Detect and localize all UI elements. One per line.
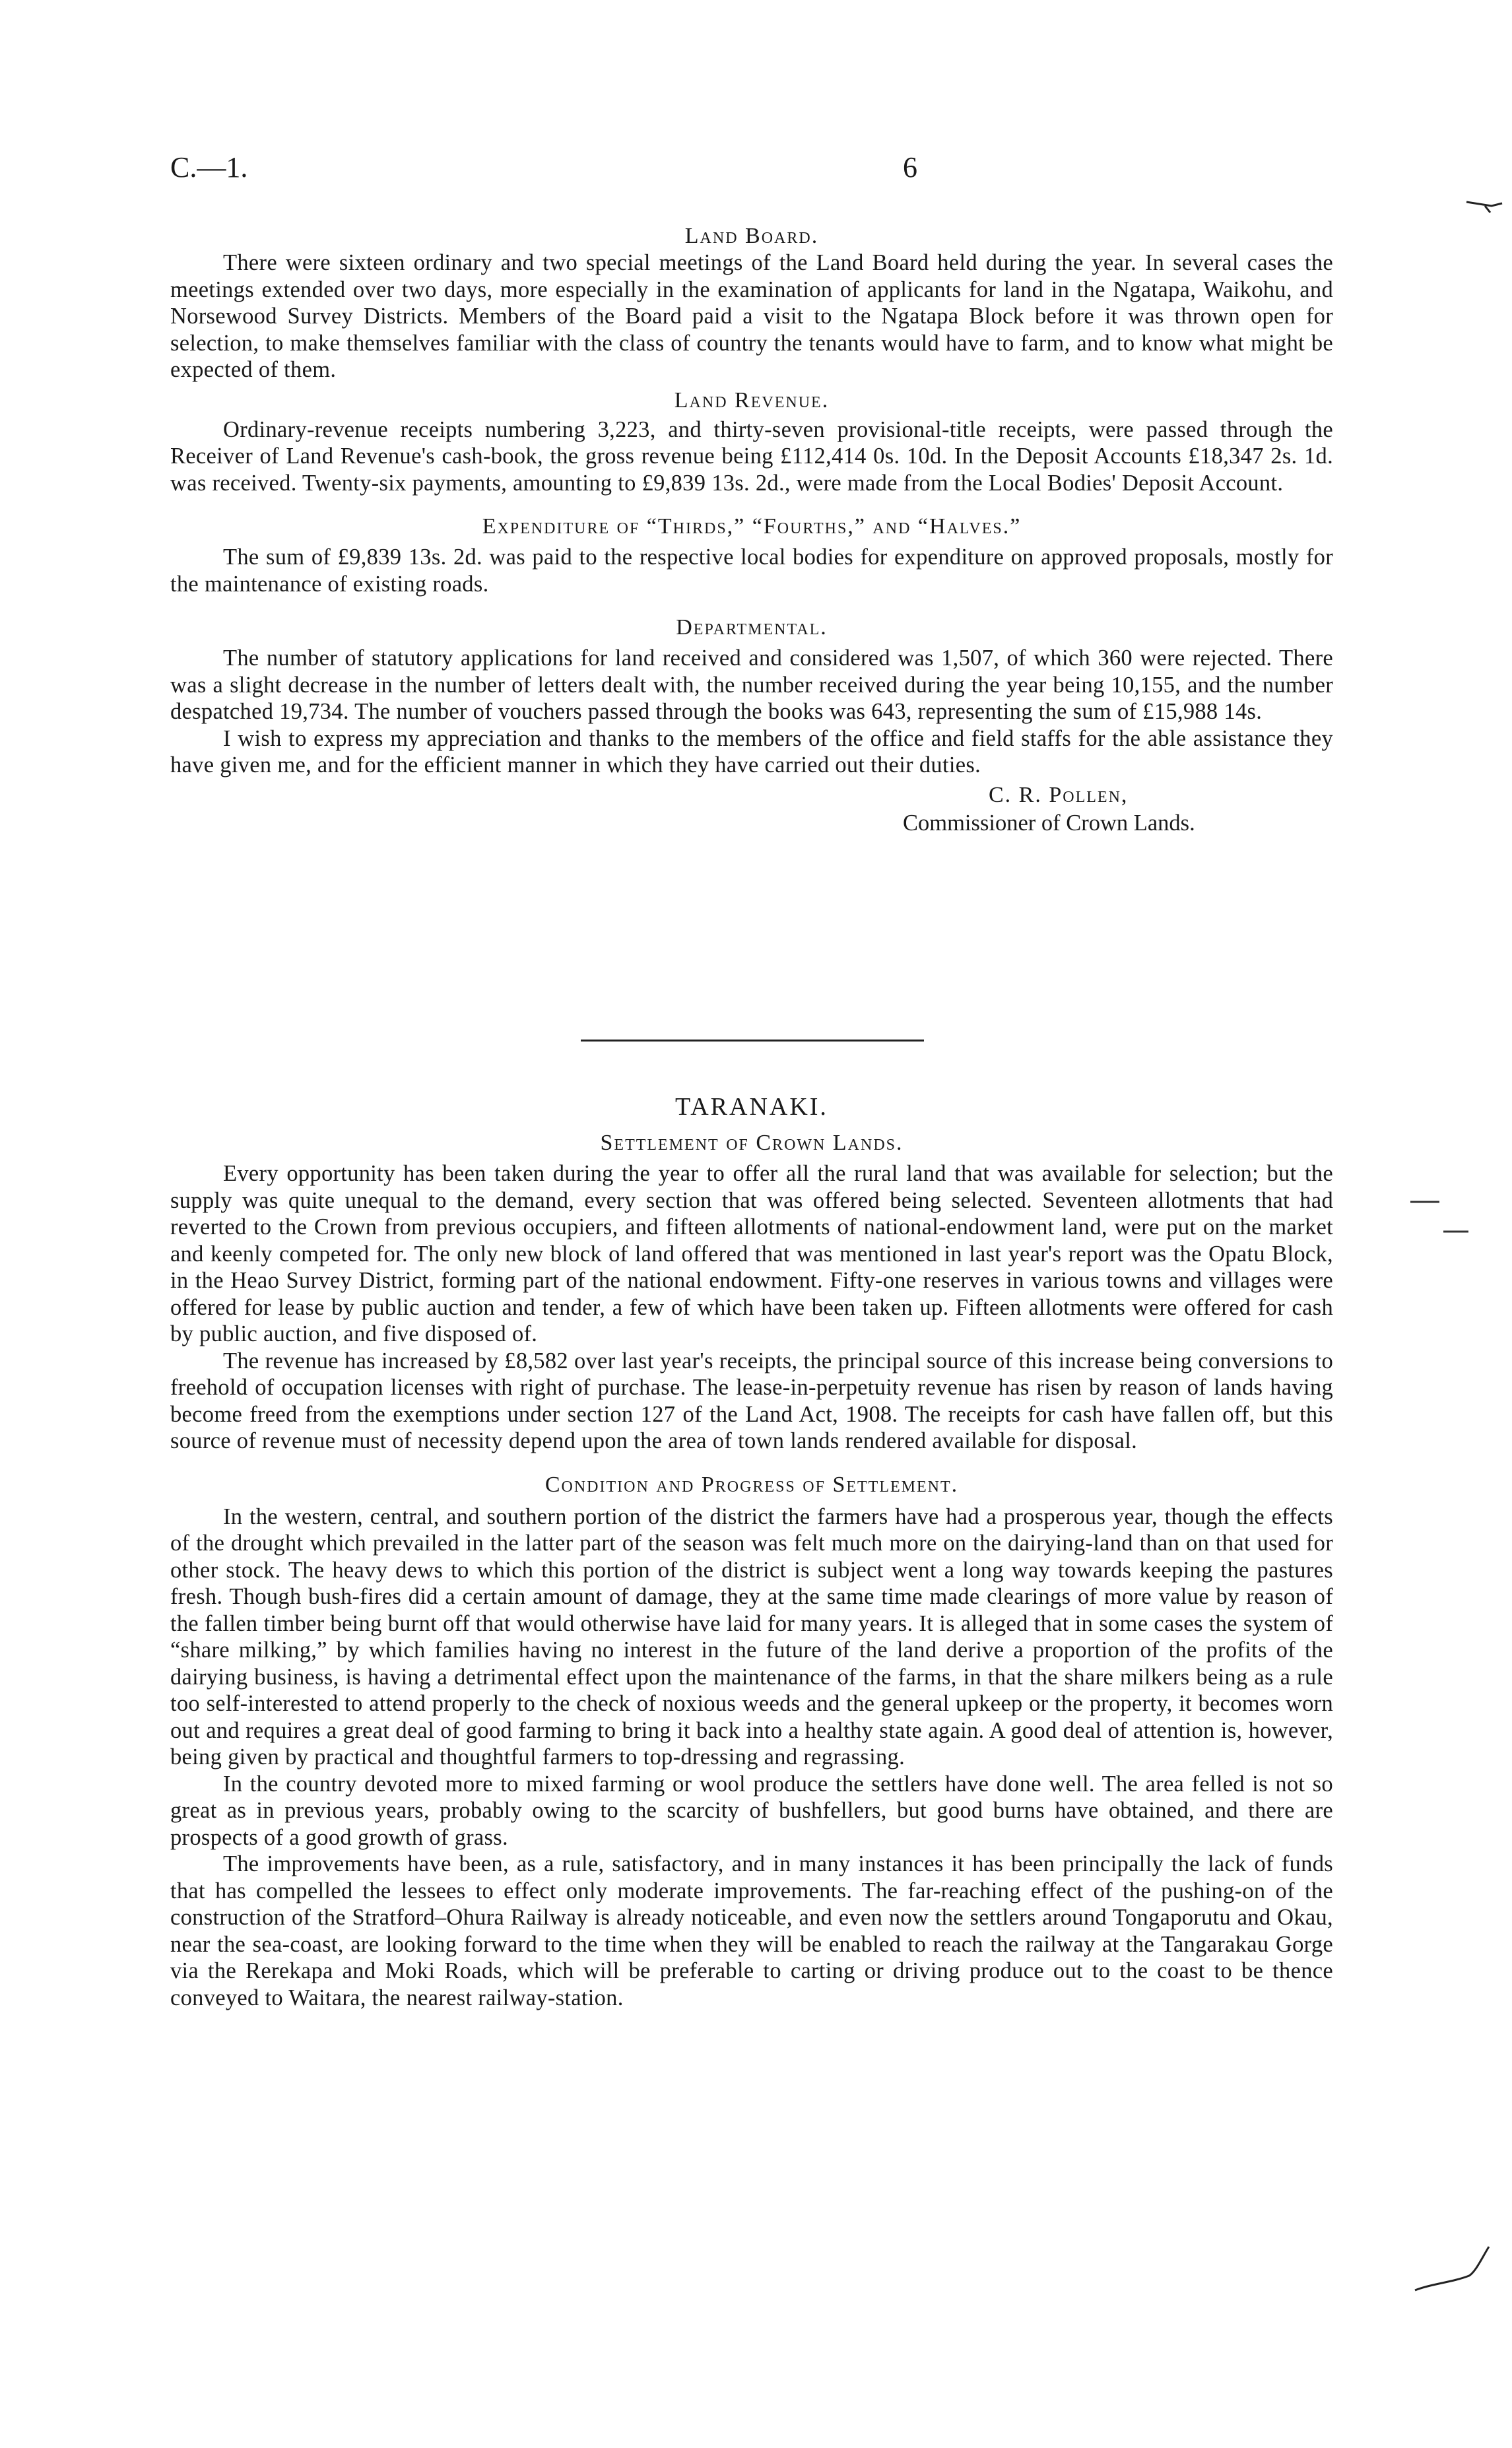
land-revenue-paragraph: Ordinary-revenue receipts numbering 3,223, and thirty-seven provisional-title receipts, were passed through the Receiver of Land Revenue's cash-book, the gross revenue being £112,414 0s. 10d. In the Deposit Accounts £18,347 2s. 1d. was received. Twenty-six payments, amounting to £9,839 13s. 2d., were made from the Local Bodies' Deposit Account. [170,416,1333,496]
section-divider [581,1040,924,1042]
margin-arrow-mark [1465,198,1505,218]
settlement-paragraph: Every opportunity has been taken during the year to offer all the rural land that was available for selection; but the supply was quite unequal to the demand, every section that was offered being selected. Seventeen allotments that had reverted to the Crown from previous occupiers, and fifteen allotments of national-endowment land, were put on the market and keenly competed for. The only new block of land offered that was mentioned in last year's report was the Opatu Block, in the Heao Survey District, forming part of the national endowment. Fifty-one reserves in various towns and villages were offered for lease by public auction and tender, a few of which have been taken up. Fifteen allotments were offered for cash by public auction, and five disposed of. [170,1161,1333,1346]
taranaki-title: TARANAKI. [675,1093,828,1121]
condition-heading: Condition and Progress of Settlement. [544,1472,959,1497]
departmental-heading: Departmental. [676,615,828,640]
document-reference: C.—1. [170,151,248,183]
expenditure-heading: Expenditure of “Thirds,” “Fourths,” and “Halves.” [482,514,1022,539]
land-board-paragraph: There were sixteen ordinary and two special meetings of the Land Board held during the year. In several cases the meetings extended over two days, more especially in the examination of applicants for land in the Ngatapa, Waikohu, and Norsewood Survey Districts. Members of the Board paid a visit to the Ngatapa Block before it was thrown open for selection, to make themselves familiar with the class of country the tenants would have to farm, and to know what might be expected of them. [170,250,1333,382]
margin-dash-mark-2 [1442,1228,1472,1236]
signature-title: Commissioner of Crown Lands. [903,810,1195,836]
improvements-paragraph: The improvements have been, as a rule, satisfactory, and in many instances it has been principally the lack of funds that has compelled the lessees to effect only moderate improvements. The far-reaching effect of the pushing-on of the construction of the Stratford–Ohura Railway is already noticeable, and even now the settlers around Tongaporutu and Okau, near the sea-coast, are looking forward to the time when they will be enabled to reach the railway at the Tangarakau Gorge via the Rerekapa and Moki Roads, which will be preferable to carting or driving produce out to the coast to be thence conveyed to Waitara, the nearest railway-station. [170,1851,1333,2010]
margin-flourish-mark [1412,2244,1492,2297]
land-revenue-heading: Land Revenue. [674,387,830,413]
revenue-paragraph: The revenue has increased by £8,582 over last year's receipts, the principal source of this increase being conversions to freehold of occupation licenses with right of purchase. The lease-in-perpetuity revenue has risen by reason of lands having become freed from the exemptions under section 127 of the Land Act, 1908. The receipts for cash have fallen off, but this source of revenue must of necessity depend upon the area of town lands rendered available for disposal. [170,1348,1333,1453]
land-board-heading: Land Board. [684,224,819,248]
page-number: 6 [903,151,917,183]
upper-section [170,223,1333,837]
running-head [170,150,1332,190]
signature-name: C. R. Pollen, [989,782,1129,807]
settlement-heading: Settlement of Crown Lands. [600,1131,904,1155]
expenditure-paragraph: The sum of £9,839 13s. 2d. was paid to the respective local bodies for expenditure on approved proposals, mostly for the maintenance of existing roads. [170,545,1333,597]
departmental-thanks-paragraph: I wish to express my appreciation and thanks to the members of the office and field staffs for the able assistance they have given me, and for the efficient manner in which they have carried out their duties. [170,725,1333,777]
taranaki-section [170,1130,1333,2011]
condition-paragraph: In the western, central, and southern portion of the district the farmers have had a prosperous year, though the effects of the drought which prevailed in the latter part of the season was felt much more on the dairying-land than on that used for other stock. The heavy dews to which this portion of the district is subject went a long way towards keeping the pastures fresh. Though bush-fires did a certain amount of damage, they at the same time made clearings of more value by reason of the fallen timber being burnt off that would otherwise have laid for many years. It is alleged that in some cases the system of “share milking,” by which families having no interest in the future of the land derive a proportion of the profits of the dairying business, is having a detrimental effect upon the maintenance of the farms, in that the share milkers being as a rule too self-interested to attend properly to the check of noxious weeds and the general upkeep or the property, it becomes worn out and requires a great deal of good farming to bring it back into a healthy state again. A good deal of attention is, however, being given by practical and thoughtful farmers to top-dressing and regrassing. [170,1504,1333,1770]
departmental-paragraph: The number of statutory applications for land received and considered was 1,507, of which 360 were rejected. There was a slight decrease in the number of letters dealt with, the number received during the year being 10,155, and the number despatched 19,734. The number of vouchers passed through the books was 643, representing the sum of £15,988 14s. [170,645,1333,724]
mixed-farming-paragraph: In the country devoted more to mixed farming or wool produce the settlers have done well. The area felled is not so great as in previous years, probably owing to the scarcity of bushfellers, but good burns have obtained, and there are prospects of a good growth of grass. [170,1771,1333,1850]
margin-dash-mark [1409,1198,1442,1206]
